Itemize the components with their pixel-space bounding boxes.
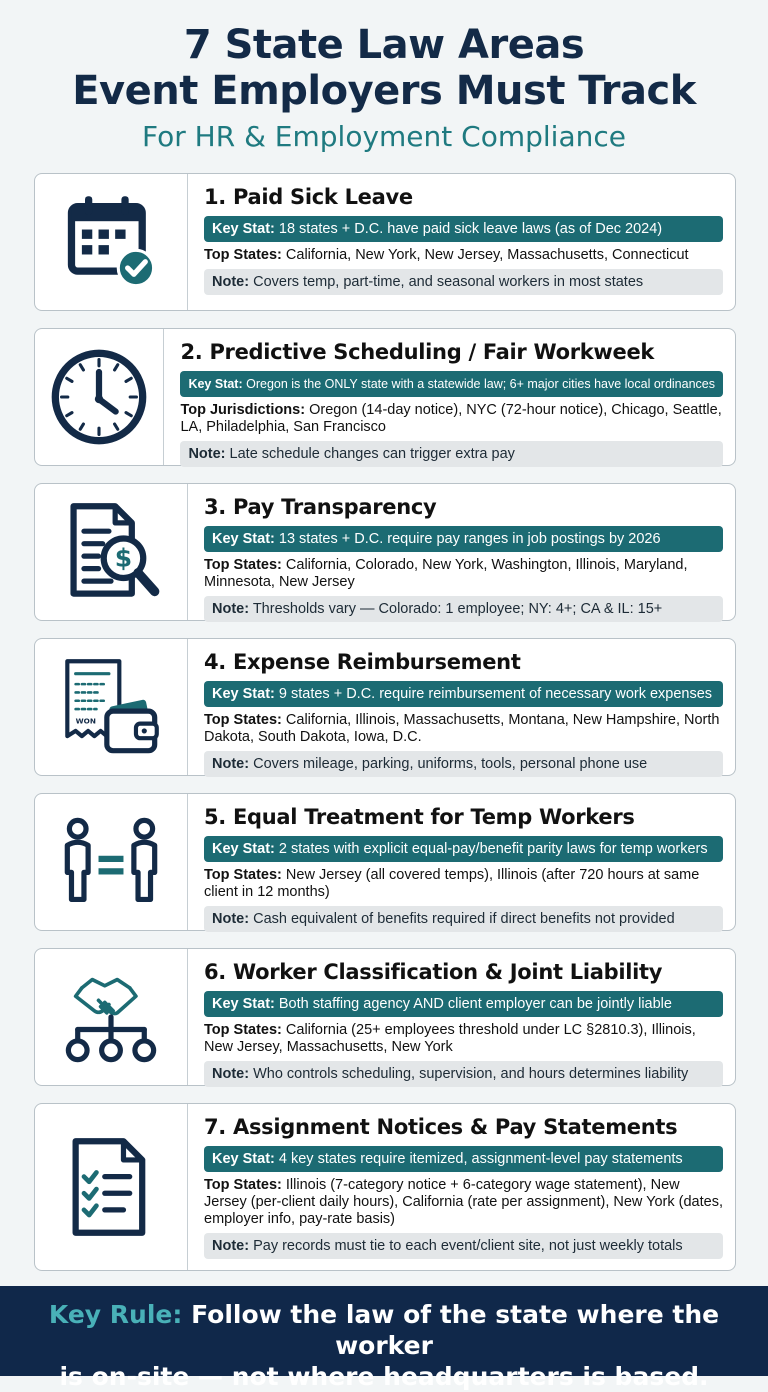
card-icon-cell	[35, 484, 188, 620]
card-icon-cell	[35, 794, 188, 930]
note	[204, 906, 723, 932]
key-stat-text: 9 states + D.C. require reimbursement of necessary work expenses	[274, 686, 713, 702]
note	[204, 1233, 723, 1259]
key-stat	[204, 216, 723, 242]
key-stat-label: Key Stat:	[188, 377, 243, 391]
key-stat-text: 18 states + D.C. have paid sick leave laws (as of Dec 2024)	[274, 221, 663, 237]
receipt-wallet-icon	[59, 655, 163, 759]
receipt-label: WON	[75, 716, 96, 726]
note-label: Note:	[212, 1066, 250, 1082]
card-icon-cell	[35, 1104, 188, 1270]
note	[204, 1061, 723, 1087]
key-stat-label: Key Stat:	[212, 996, 275, 1012]
key-stat	[204, 836, 723, 862]
law-card-predictive-scheduling	[34, 328, 736, 466]
top-states	[180, 402, 723, 436]
law-card-equal-treatment	[34, 793, 736, 931]
note-text: Who controls scheduling, supervision, and hours determines liability	[249, 1066, 689, 1082]
note-label: Note:	[188, 446, 226, 462]
note	[204, 596, 723, 622]
note-text: Thresholds vary — Colorado: 1 employee; NY: 4+; CA & IL: 15+	[249, 601, 663, 617]
note-text: Late schedule changes can trigger extra pay	[225, 446, 515, 462]
law-card-assignment-notices	[34, 1103, 736, 1271]
note-label: Note:	[212, 601, 250, 617]
key-stat-label: Key Stat:	[212, 841, 275, 857]
card-content	[164, 329, 735, 465]
top-states-label: Top States:	[204, 867, 282, 883]
top-states	[204, 712, 723, 746]
top-states-label: Top Jurisdictions:	[180, 402, 306, 418]
key-stat-text: 4 key states require itemized, assignment-level pay statements	[274, 1151, 683, 1167]
top-states-text: California, Colorado, New York, Washington, Illinois, Maryland, Minnesota, New Jersey	[204, 557, 688, 590]
top-states-text: Illinois (7-category notice + 6-category wage statement), New Jersey (per-client daily hours), California (rate per assignment), New York (dates, employer info, pay-rate basis)	[204, 1177, 723, 1227]
key-stat-text: Oregon is the ONLY state with a statewide law; 6+ major cities have local ordinances	[242, 377, 715, 391]
key-stat	[204, 1146, 723, 1172]
key-stat	[204, 991, 723, 1017]
card-content	[188, 949, 735, 1085]
key-stat-label: Key Stat:	[212, 531, 275, 547]
card-title: 2. Predictive Scheduling / Fair Workweek	[180, 340, 655, 364]
title-line-1: 7 State Law Areas	[183, 22, 585, 68]
page-subtitle: For HR & Employment Compliance	[142, 120, 626, 153]
top-states-label: Top States:	[204, 1022, 282, 1038]
key-stat-text: Both staffing agency AND client employer can be jointly liable	[274, 996, 672, 1012]
key-rule-text-1: Follow the law of the state where the worker	[182, 1300, 720, 1360]
svg-text:$: $	[114, 543, 133, 573]
note-label: Note:	[212, 911, 250, 927]
note-text: Cash equivalent of benefits required if direct benefits not provided	[249, 911, 675, 927]
note	[180, 441, 723, 467]
law-card-expense-reimbursement	[34, 638, 736, 776]
top-states	[204, 867, 723, 901]
top-states-label: Top States:	[204, 557, 282, 573]
card-title: 4. Expense Reimbursement	[204, 650, 521, 674]
clock-icon	[47, 345, 151, 449]
card-icon-cell	[35, 329, 164, 465]
card-content	[188, 174, 735, 310]
key-stat-text: 2 states with explicit equal-pay/benefit parity laws for temp workers	[274, 841, 708, 857]
checklist-document-icon	[59, 1135, 163, 1239]
page-title	[0, 22, 768, 114]
top-states-text: California (25+ employees threshold under LC §2810.3), Illinois, New Jersey, Massachusetts, New York	[204, 1022, 696, 1055]
note-label: Note:	[212, 756, 250, 772]
key-stat-label: Key Stat:	[212, 686, 275, 702]
card-content	[188, 484, 735, 620]
calendar-check-icon	[59, 190, 163, 294]
card-title: 7. Assignment Notices & Pay Statements	[204, 1115, 678, 1139]
top-states-text: California, Illinois, Massachusetts, Montana, New Hampshire, North Dakota, South Dakota, Iowa, D.C.	[204, 712, 720, 745]
key-rule-line-2: is on-site — not where headquarters is based.	[59, 1362, 709, 1391]
card-icon-cell	[35, 949, 188, 1085]
key-rule-label: Key Rule:	[48, 1300, 183, 1329]
key-stat-label: Key Stat:	[212, 1151, 275, 1167]
key-stat	[204, 526, 723, 552]
law-card-paid-sick-leave	[34, 173, 736, 311]
equal-people-icon	[59, 810, 163, 914]
top-states-label: Top States:	[204, 712, 282, 728]
card-title: 1. Paid Sick Leave	[204, 185, 413, 209]
top-states-label: Top States:	[204, 247, 282, 263]
top-states-text: New Jersey (all covered temps), Illinois (after 720 hours at same client in 12 months)	[204, 867, 700, 900]
handshake-org-chart-icon	[59, 965, 163, 1069]
law-area-list	[34, 173, 736, 1288]
key-rule-line-1	[0, 1299, 768, 1361]
card-title: 5. Equal Treatment for Temp Workers	[204, 805, 635, 829]
header	[0, 0, 768, 170]
note-text: Covers mileage, parking, uniforms, tools, personal phone use	[249, 756, 648, 772]
top-states-text: Oregon (14-day notice), NYC (72-hour notice), Chicago, Seattle, LA, Philadelphia, San Francisco	[180, 402, 722, 435]
top-states	[204, 1022, 723, 1056]
card-icon-cell	[35, 639, 188, 775]
title-line-2: Event Employers Must Track	[72, 68, 696, 114]
key-stat	[204, 681, 723, 707]
top-states	[204, 1177, 723, 1228]
note-text: Pay records must tie to each event/client site, not just weekly totals	[249, 1238, 683, 1254]
key-stat	[180, 371, 723, 397]
law-card-worker-classification	[34, 948, 736, 1086]
key-stat-text: 13 states + D.C. require pay ranges in job postings by 2026	[274, 531, 661, 547]
top-states	[204, 247, 723, 264]
card-content	[188, 794, 735, 930]
top-states	[204, 557, 723, 591]
card-content	[188, 1104, 735, 1270]
card-title: 3. Pay Transparency	[204, 495, 437, 519]
top-states-text: California, New York, New Jersey, Massachusetts, Connecticut	[281, 247, 689, 263]
note-label: Note:	[212, 274, 250, 290]
law-card-pay-transparency	[34, 483, 736, 621]
card-title: 6. Worker Classification & Joint Liability	[204, 960, 663, 984]
top-states-label: Top States:	[204, 1177, 282, 1193]
key-rule-banner	[0, 1286, 768, 1391]
card-icon-cell	[35, 174, 188, 310]
note	[204, 269, 723, 295]
note	[204, 751, 723, 777]
note-label: Note:	[212, 1238, 250, 1254]
document-dollar-magnifier-icon	[59, 500, 163, 604]
card-content	[188, 639, 735, 775]
key-stat-label: Key Stat:	[212, 221, 275, 237]
note-text: Covers temp, part-time, and seasonal workers in most states	[249, 274, 644, 290]
